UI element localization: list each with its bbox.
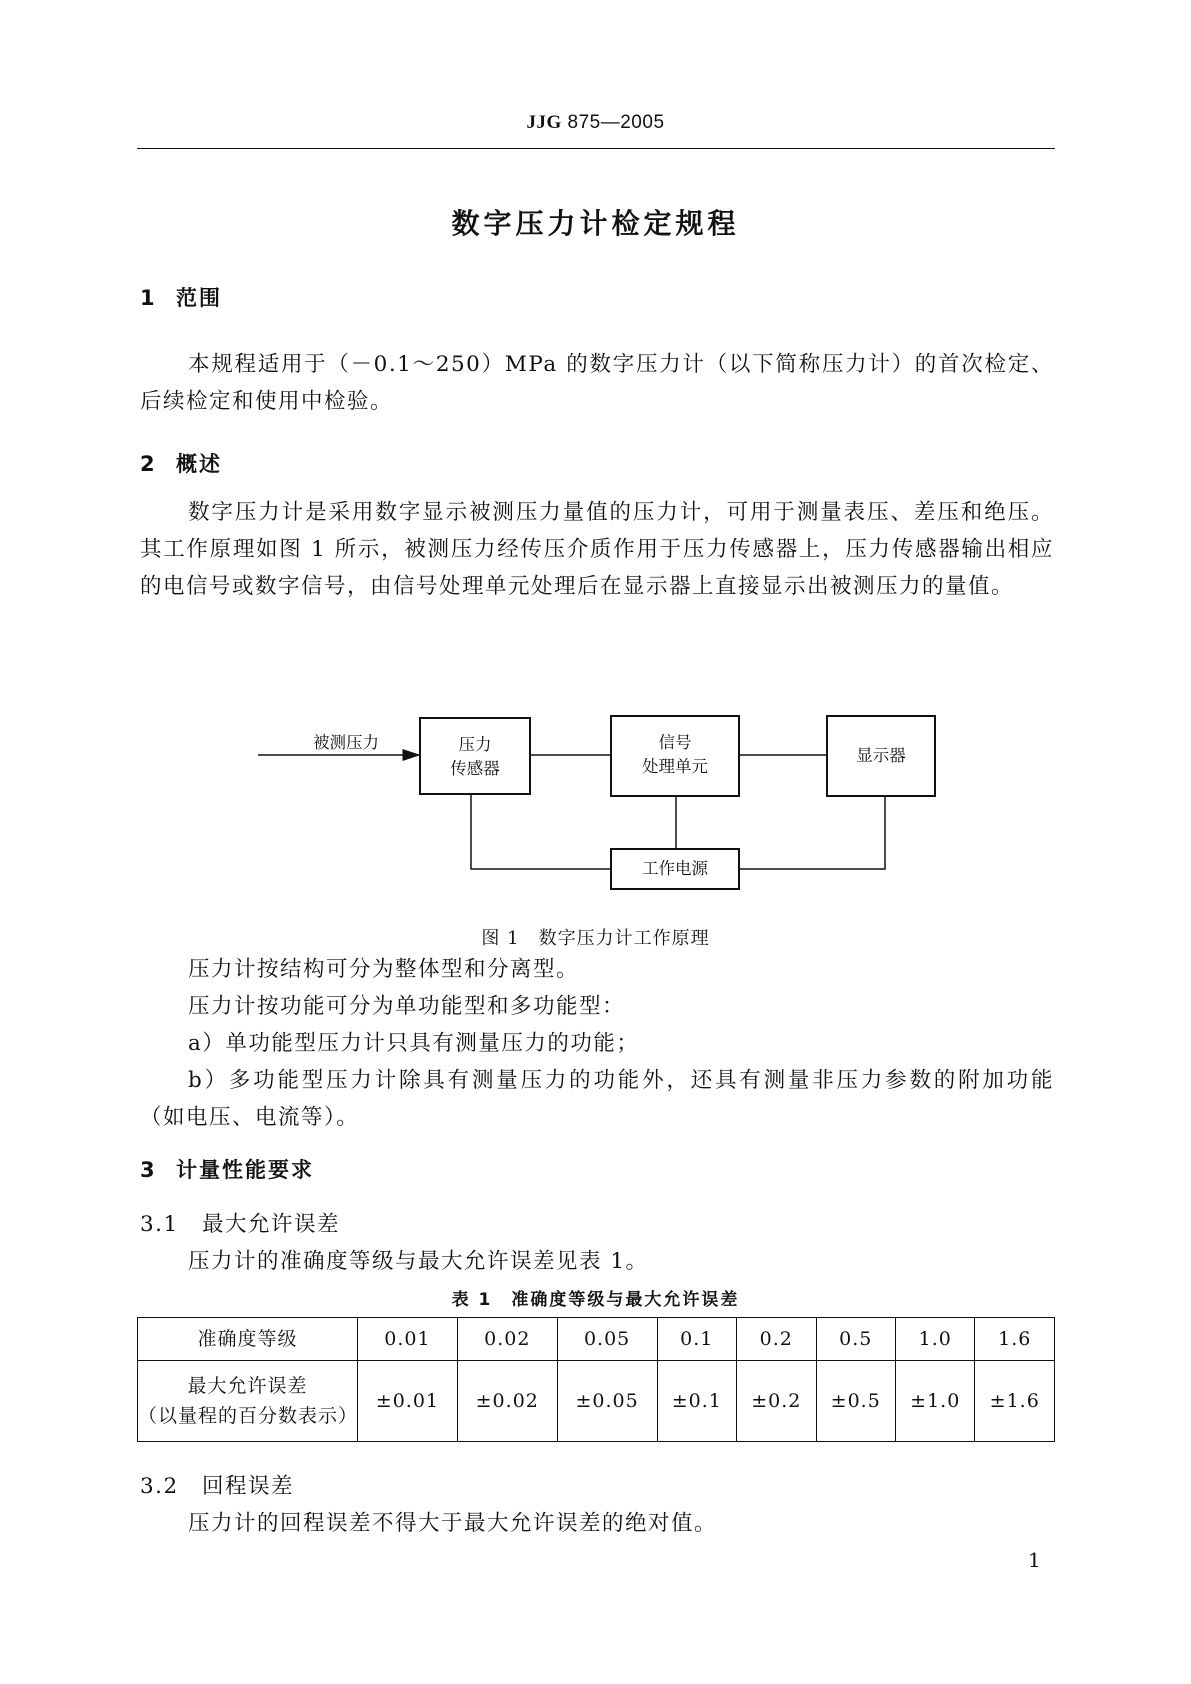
- table-cell: ±1.0: [895, 1361, 974, 1442]
- classification-structure: 压力计按结构可分为整体型和分离型。: [188, 957, 580, 982]
- section-3-number: 3: [140, 1158, 157, 1182]
- table-row-label: 准确度等级: [138, 1318, 358, 1361]
- section-3-heading: [140, 1154, 314, 1184]
- subsection-3-1-text: 压力计的准确度等级与最大允许误差见表 1。: [188, 1249, 649, 1274]
- input-pressure-label: 被测压力: [313, 733, 379, 752]
- section-1-title: 范围: [176, 286, 222, 310]
- sensor-label: [420, 733, 530, 781]
- table-cell: ±0.1: [657, 1361, 736, 1442]
- section-2-number: 2: [140, 452, 157, 476]
- display-label: 显示器: [856, 746, 906, 765]
- table-row: [138, 1361, 1055, 1442]
- table-cell: 1.0: [895, 1318, 974, 1361]
- table-row: [138, 1318, 1055, 1361]
- power-label: 工作电源: [642, 859, 708, 878]
- figure-caption: 图 1 数字压力计工作原理: [481, 928, 710, 949]
- classification-function: 压力计按功能可分为单功能型和多功能型：: [188, 994, 626, 1019]
- standard-code: 875—2005: [561, 112, 665, 133]
- page-number: 1: [1028, 1548, 1041, 1572]
- section-2-paragraph: 数字压力计是采用数字显示被测压力量值的压力计，可用于测量表压、差压和绝压。其工作原理如图 1 所示，被测压力经传压介质作用于压力传感器上，压力传感器输出相应的电信号或数字信号，由信号处理单元处理后在显示器上直接显示出被测压力的量值。: [140, 500, 1054, 599]
- table-cell: ±0.2: [737, 1361, 816, 1442]
- sensor-label-line2: 传感器: [450, 759, 500, 778]
- table-cell: 0.1: [657, 1318, 736, 1361]
- table-caption: 表 1 准确度等级与最大允许误差: [451, 1290, 740, 1310]
- table-row-label: [138, 1361, 358, 1442]
- table-cell: 0.02: [457, 1318, 557, 1361]
- sensor-power-line: [471, 794, 611, 869]
- subsection-3-1-number: 3.1: [140, 1212, 179, 1237]
- section-1-number: 1: [140, 286, 157, 310]
- table-cell: 0.5: [816, 1318, 895, 1361]
- page-title: 数字压力计检定规程: [451, 207, 740, 240]
- table-row-label-line1: 最大允许误差: [187, 1375, 308, 1397]
- table-cell: 0.2: [737, 1318, 816, 1361]
- sensor-label-line1: 压力: [458, 735, 492, 754]
- table-cell: ±0.02: [457, 1361, 557, 1442]
- accuracy-table: [137, 1317, 1055, 1442]
- section-2-title: 概述: [176, 452, 222, 476]
- table-row-label-line2: （以量程的百分数表示）: [138, 1405, 359, 1427]
- processor-label: [611, 731, 739, 779]
- table-cell: ±1.6: [975, 1361, 1055, 1442]
- subsection-3-2-text: 压力计的回程误差不得大于最大允许误差的绝对值。: [188, 1511, 718, 1536]
- running-header: [0, 112, 1191, 134]
- section-1-heading: [140, 282, 222, 312]
- section-1-paragraph: 本规程适用于（－0.1～250）MPa 的数字压力计（以下简称压力计）的首次检定、后续检定和使用中检验。: [140, 352, 1054, 414]
- display-power-line: [739, 796, 885, 869]
- subsection-3-2-number: 3.2: [140, 1474, 179, 1499]
- classification-item-b: b）多功能型压力计除具有测量压力的功能外，还具有测量非压力参数的附加功能（如电压、电流等）。: [140, 1068, 1054, 1130]
- table-cell: ±0.01: [358, 1361, 458, 1442]
- classification-item-a: a）单功能型压力计只具有测量压力的功能；: [188, 1031, 640, 1056]
- standard-prefix: JJG: [526, 112, 562, 133]
- subsection-3-2-title: 回程误差: [202, 1474, 295, 1499]
- table-cell: 1.6: [975, 1318, 1055, 1361]
- subsection-3-2-heading: [140, 1469, 294, 1500]
- table-cell: 0.05: [557, 1318, 657, 1361]
- subsection-3-1-heading: [140, 1207, 340, 1238]
- table-cell: ±0.05: [557, 1361, 657, 1442]
- section-3-title: 计量性能要求: [176, 1158, 314, 1182]
- table-cell: ±0.5: [816, 1361, 895, 1442]
- subsection-3-1-title: 最大允许误差: [202, 1212, 341, 1237]
- table-cell: 0.01: [358, 1318, 458, 1361]
- header-rule: [137, 148, 1055, 149]
- processor-label-line1: 信号: [658, 733, 692, 752]
- processor-label-line2: 处理单元: [642, 757, 708, 776]
- section-2-heading: [140, 448, 222, 478]
